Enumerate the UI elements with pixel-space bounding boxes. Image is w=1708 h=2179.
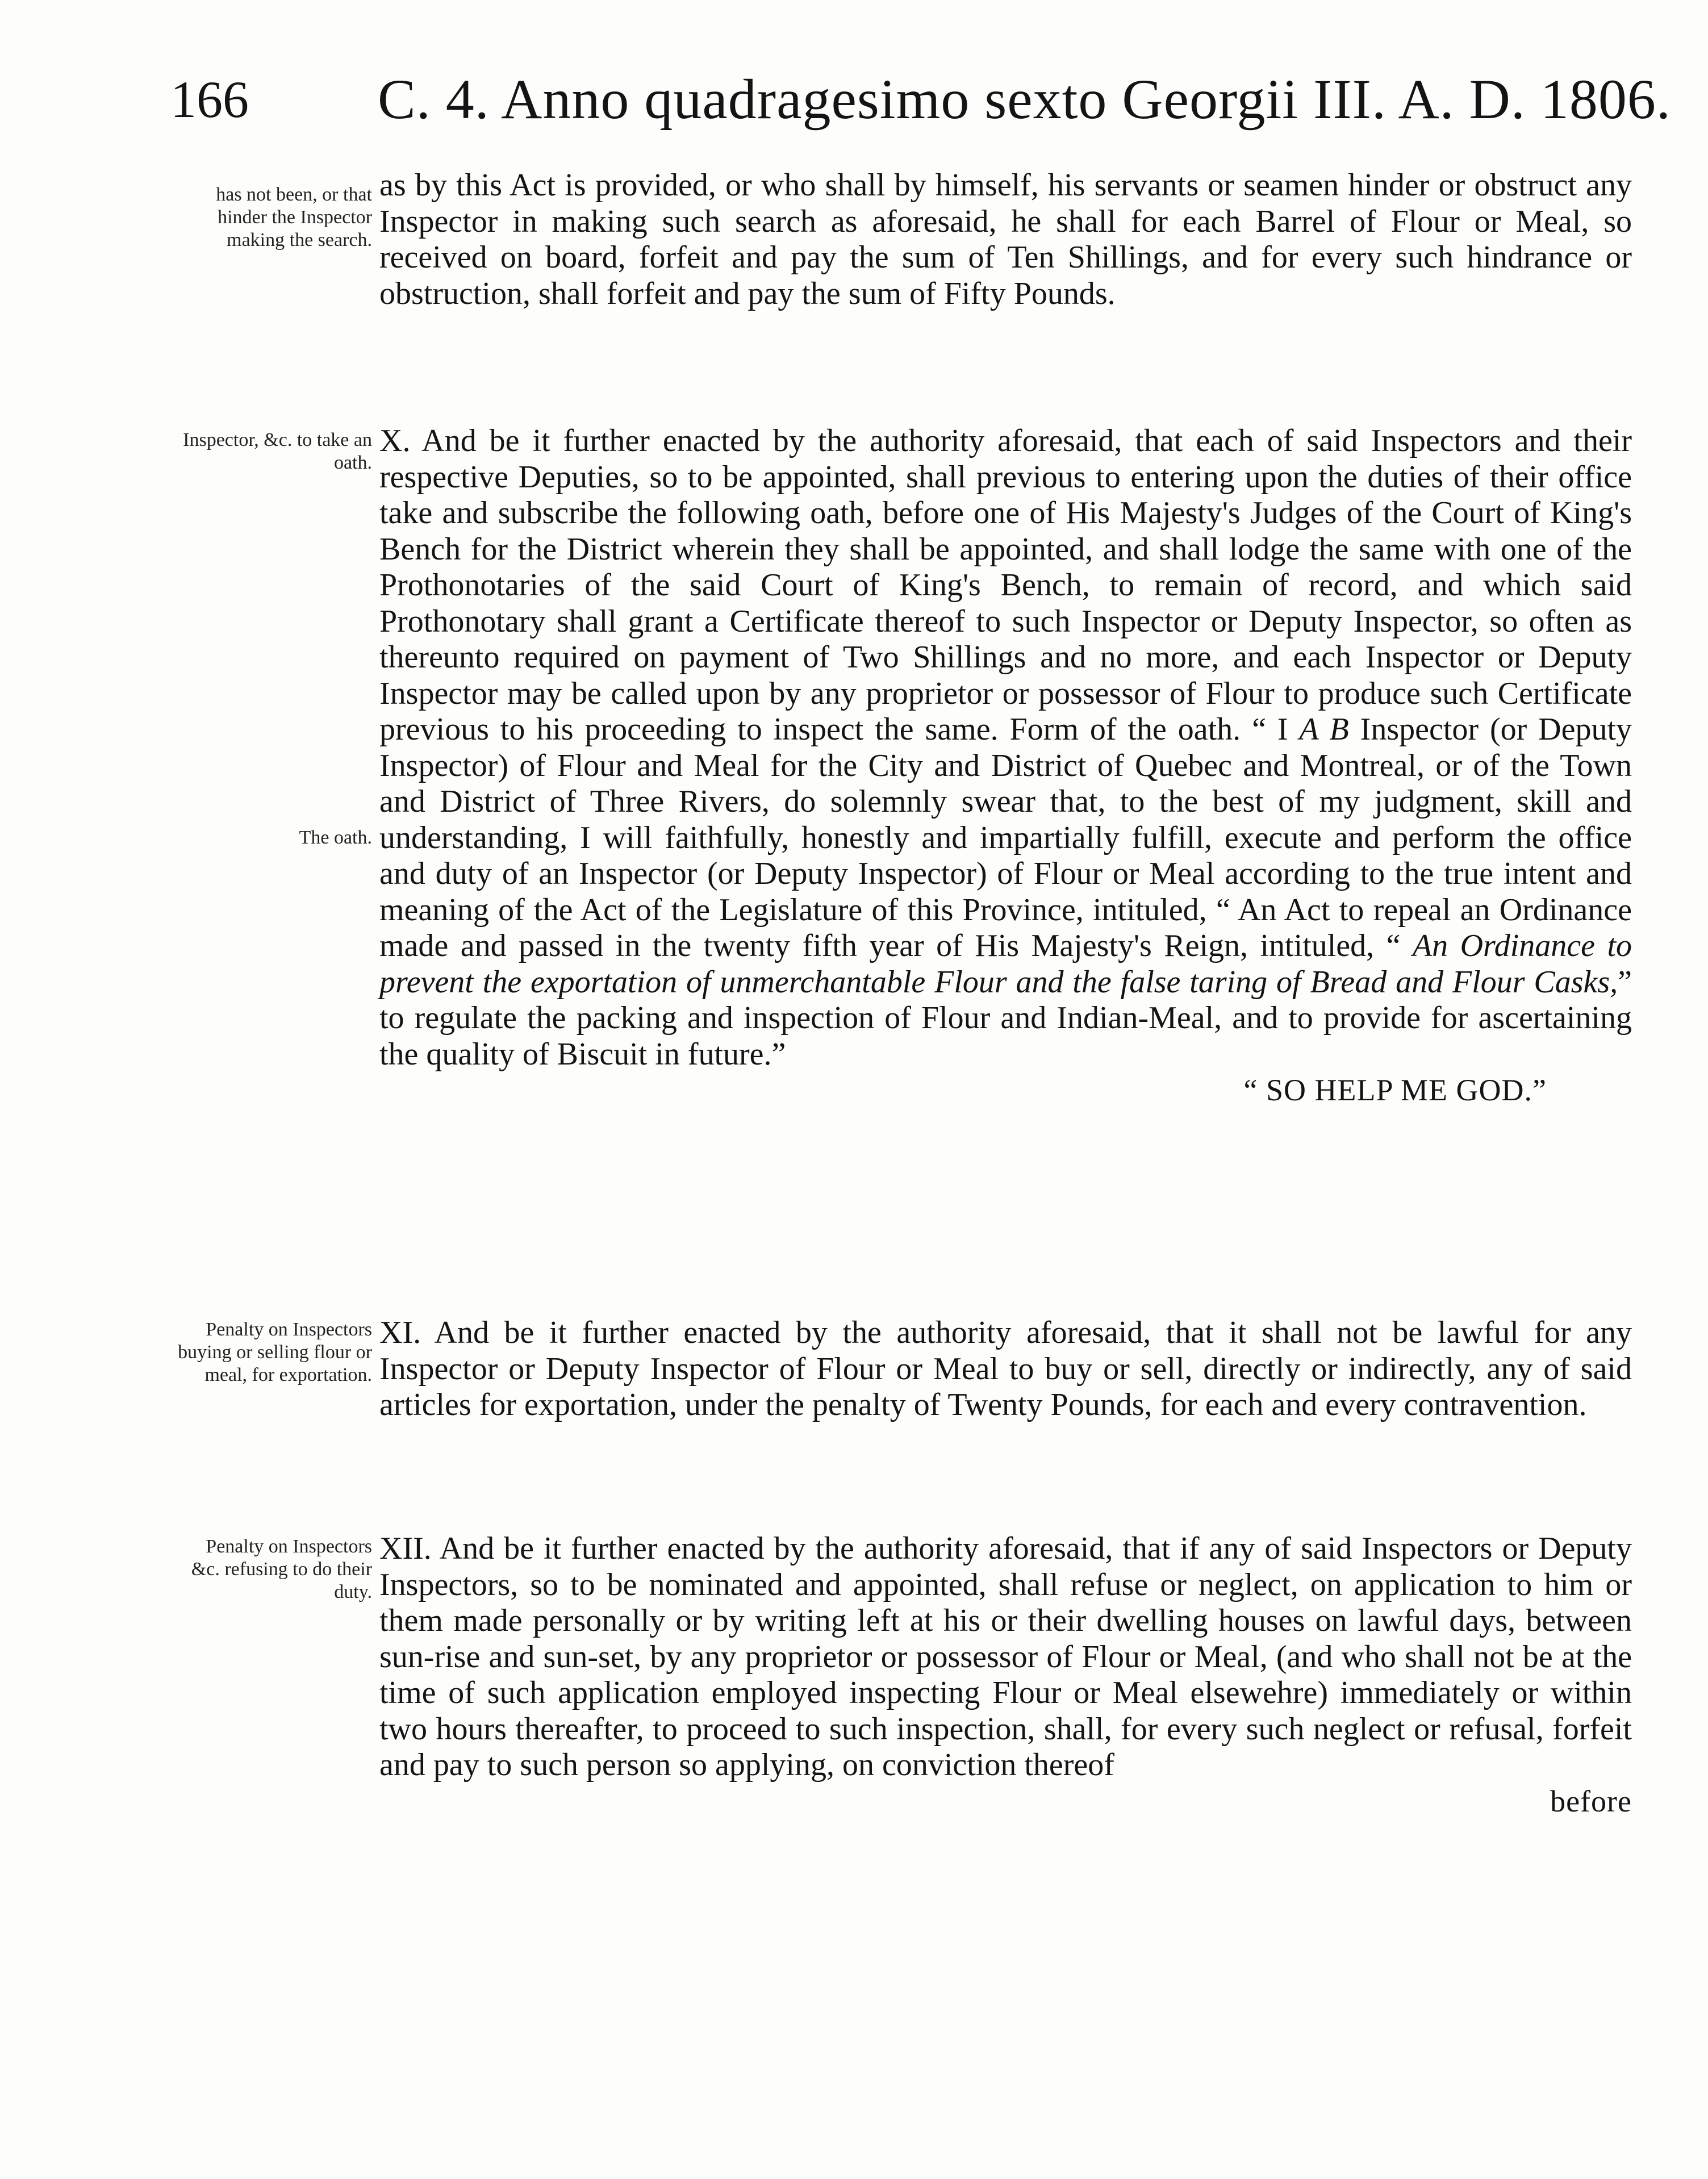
- running-head: C. 4. Anno quadragesimo sexto Georgii III. A. D. 1806.: [378, 68, 1671, 131]
- page-number: 166: [170, 70, 249, 128]
- side-note-oath: The oath.: [299, 827, 372, 848]
- oath-open: “ I: [1252, 712, 1288, 747]
- catchword: before: [1550, 1784, 1632, 1818]
- section-text: [379, 1531, 1632, 1819]
- oath-italic-title: An Ordinance to prevent the exportation of unmerchantable Flour and the false taring of Bread and Flour Casks,: [379, 928, 1632, 1000]
- page-header: [170, 60, 1671, 145]
- side-note: Inspector, &c. to take an oath.: [183, 429, 372, 473]
- side-note: Penalty on Inspectors &c. refusing to do their duty.: [191, 1536, 372, 1602]
- section-text: [379, 423, 1632, 1109]
- oath-text: Inspector (or Deputy Inspector) of Flour and Meal for the City and District of Quebec and Montreal, or of the Town and District of Three Rivers, do solemnly swear that, to the best of my judgment, skill and understanding, I will faithfully, honestly and impartially fulfill, execute and perform the office and duty of an Inspector (or Deputy Inspector) of Flour or Meal according to the true intent and meaning of the Act of the Legislature of this Province, intituled, “ An Act to repeal an Ordinance made and passed in the twenty fifth year of His Majesty's Reign, intituled, “: [379, 712, 1632, 963]
- oath-text-continued: ” to regulate the packing and inspection of Flour and Indian-Meal, and to provide for ascertaining the quality of Biscuit in future.”: [379, 964, 1632, 1072]
- side-note: Penalty on Inspectors buying or selling flour or meal, for exportation.: [178, 1319, 372, 1385]
- side-note: has not been, or that hinder the Inspector making the search.: [216, 184, 372, 251]
- section-x-body: X. And be it further enacted by the authority aforesaid, that each of said Inspectors and their respective Deputies, so to be appointed, shall previous to entering upon the duties of their office take and subscribe the following oath, before one of His Majesty's Judges of the Court of King's Bench for the District wherein they shall be appointed, and shall lodge the same with one of the Prothonotaries of the said Court of King's Bench, to remain of record, and which said Prothonotary shall grant a Certificate thereof to such Inspector or Deputy Inspector, so often as thereunto required on payment of Two Shillings and no more, and each Inspector or Deputy Inspector may be called upon by any proprietor or possessor of Flour to produce such Certificate previous to his proceeding to inspect the same. Form of the oath.: [379, 423, 1632, 747]
- oath-closing: “ SO HELP ME GOD.”: [1243, 1073, 1547, 1107]
- section-xii-body: XII. And be it further enacted by the authority aforesaid, that if any of said Inspectors or Deputy Inspectors, so to be nominated and appointed, shall refuse or neglect, on application to him or them made personally or by writing left at his or their dwelling houses on lawful days, between sun-rise and sun-set, by any proprietor or possessor of Flour or Meal, (and who shall not be at the time of such application employed inspecting Flour or Meal elsewehre) immediately or within two hours thereafter, to proceed to such inspection, shall, for every such neglect or refusal, forfeit and pay to such person so applying, on conviction thereof: [379, 1531, 1632, 1783]
- oath-initials: A B: [1299, 712, 1349, 747]
- section-text: as by this Act is provided, or who shall by himself, his servants or seamen hinder or obstruct any Inspector in making such search as aforesaid, he shall for each Barrel of Flour or Meal, so received on board, forfeit and pay the sum of Ten Shillings, and for every such hindrance or obstruction, shall forfeit and pay the sum of Fifty Pounds.: [379, 168, 1632, 311]
- section-text: XI. And be it further enacted by the authority aforesaid, that it shall not be lawful for any Inspector or Deputy Inspector of Flour or Meal to buy or sell, directly or indirectly, any of said articles for exportation, under the penalty of Twenty Pounds, for each and every contravention.: [379, 1315, 1632, 1422]
